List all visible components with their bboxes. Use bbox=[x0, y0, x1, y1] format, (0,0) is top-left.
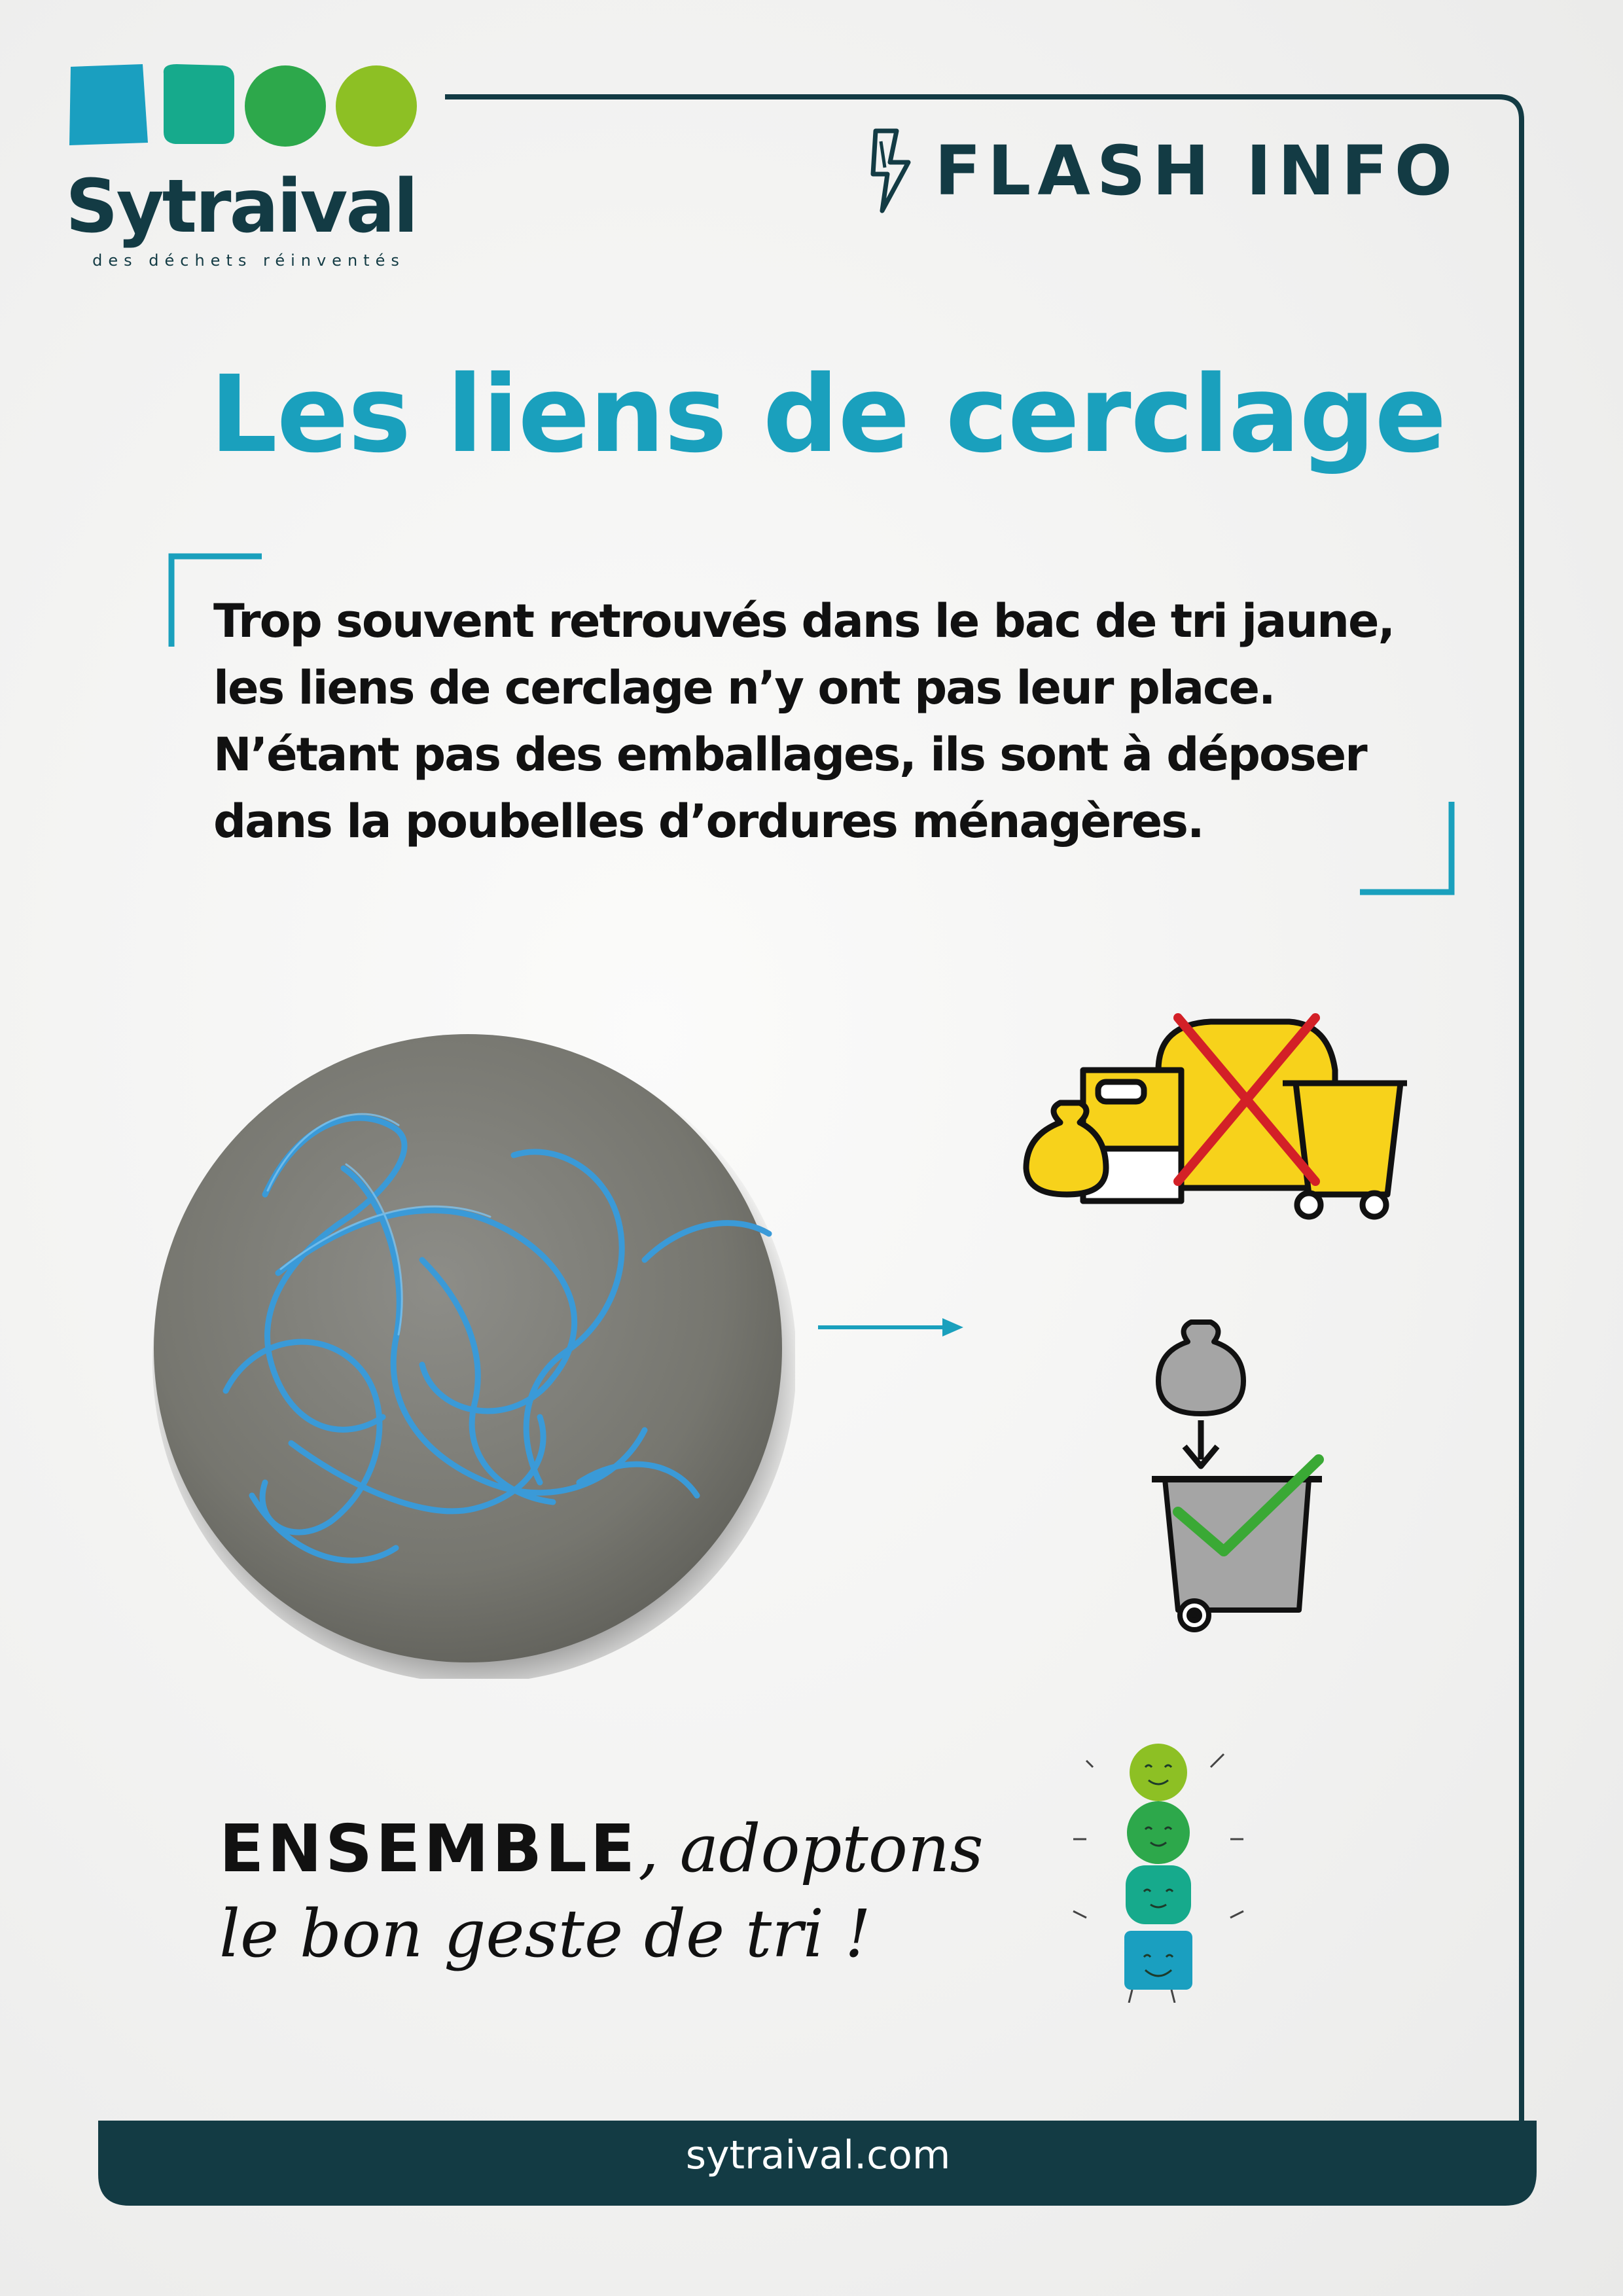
slogan-rest: , adoptons bbox=[638, 1810, 984, 1887]
intro-line-3: N’étant pas des emballages, ils sont à déposer bbox=[213, 728, 1366, 781]
stacked-mascots-icon bbox=[1067, 1741, 1250, 2003]
flash-info-header bbox=[870, 128, 1459, 213]
yellow-recycling-bins-crossed-icon bbox=[1021, 998, 1414, 1234]
logo-tagline: des déchets réinventés bbox=[92, 251, 405, 270]
logo-name: Sytraival bbox=[65, 164, 417, 249]
slogan-strong: ENSEMBLE bbox=[219, 1810, 639, 1887]
grey-household-waste-bin-checked-icon bbox=[1139, 1302, 1348, 1643]
lightning-icon bbox=[870, 128, 916, 213]
slogan-line-2: le bon geste de tri ! bbox=[219, 1895, 871, 1972]
blue-strapping-bands-photo bbox=[147, 1024, 795, 1679]
footer-url[interactable]: sytraival.com bbox=[685, 2132, 951, 2178]
flash-info-label: FLASH INFO bbox=[935, 131, 1459, 211]
intro-line-1: Trop souvent retrouvés dans le bac de tri jaune, bbox=[213, 594, 1395, 648]
slogan bbox=[219, 1806, 1005, 1977]
intro-line-4: dans la poubelles d’ordures ménagères. bbox=[213, 795, 1204, 848]
sytraival-logo bbox=[65, 60, 432, 283]
intro-line-2: les liens de cerclage n’y ont pas leur place. bbox=[213, 661, 1275, 715]
logo-shapes-icon bbox=[65, 60, 432, 149]
arrow-right-icon bbox=[818, 1314, 969, 1340]
slogan-line-1 bbox=[219, 1806, 1005, 1892]
intro-text bbox=[213, 588, 1457, 855]
page-title: Les liens de cerclage bbox=[209, 353, 1446, 476]
